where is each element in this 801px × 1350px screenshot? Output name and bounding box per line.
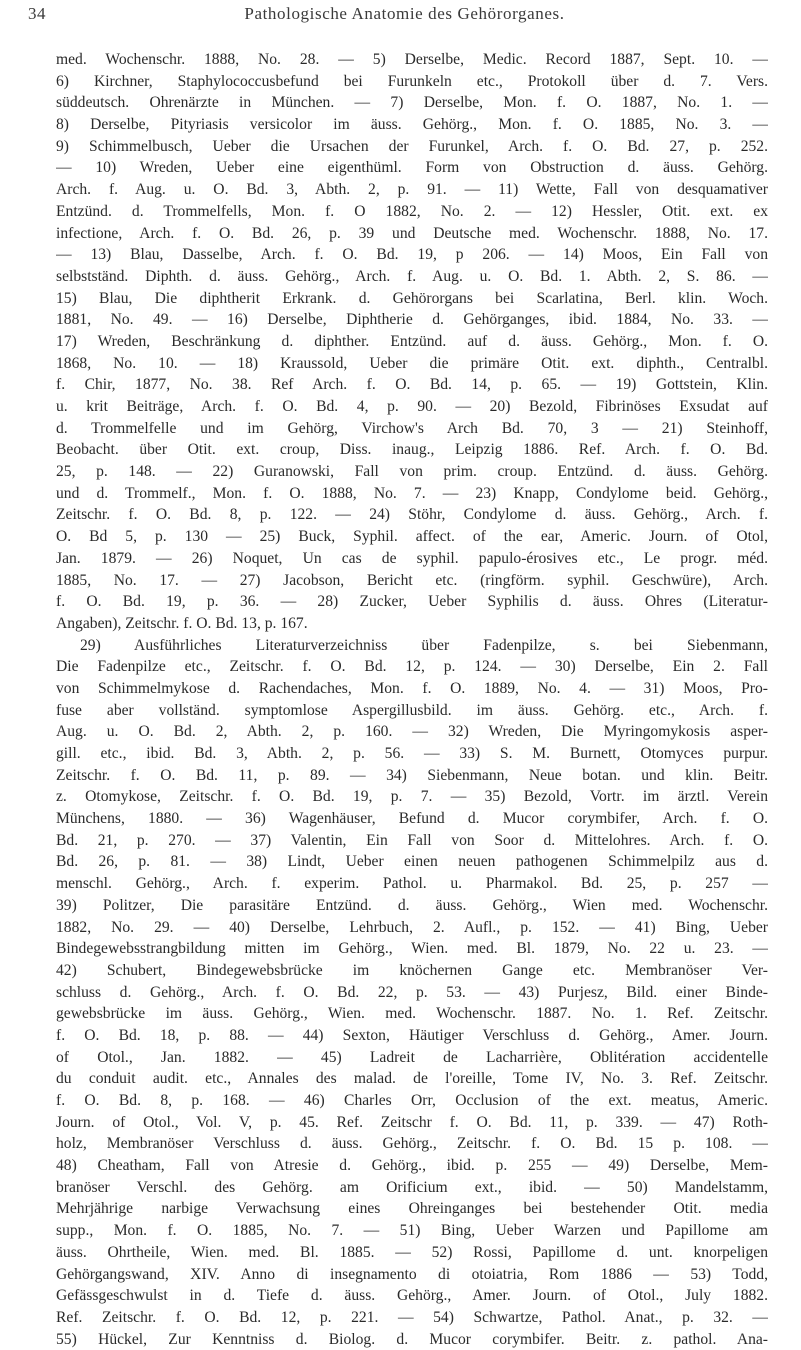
reference-line: — 10) Wreden, Ueber eine eigenthüml. Form von Obstruction d. äuss. Gehörg.	[56, 159, 768, 177]
reference-line: Bd. 26, p. 81. — 38) Lindt, Ueber einen neuen pathogenen Schimmelpilz aus d.	[56, 853, 768, 871]
page-header	[28, 4, 781, 28]
reference-line: — 13) Blau, Dasselbe, Arch. f. O. Bd. 19, p 206. — 14) Moos, Ein Fall von	[56, 246, 768, 264]
reference-line: med. Wochenschr. 1888, No. 28. — 5) Derselbe, Medic. Record 1887, Sept. 10. —	[56, 51, 768, 68]
reference-line: of Otol., Jan. 1882. — 45) Ladreit de Lacharrière, Oblitération accidentelle	[56, 1048, 768, 1066]
reference-line: Beobacht. über Otit. ext. croup, Diss. inaug., Leipzig 1886. Ref. Arch. f. O. Bd.	[56, 441, 768, 459]
reference-line: selbstständ. Diphth. d. äuss. Gehörg., Arch. f. Aug. u. O. Bd. 1. Abth. 2, S. 86. —	[56, 267, 768, 285]
reference-line: f. O. Bd. 18, p. 88. — 44) Sexton, Häutiger Verschluss d. Gehörg., Amer. Journ.	[56, 1026, 768, 1044]
reference-line: Die Fadenpilze etc., Zeitschr. f. O. Bd. 12, p. 124. — 30) Derselbe, Ein 2. Fall	[56, 658, 768, 676]
references-body	[56, 49, 768, 1350]
reference-line: 15) Blau, Die diphtherit Erkrank. d. Gehörorgans bei Scarlatina, Berl. klin. Woch.	[56, 289, 768, 307]
page-number: 34	[28, 4, 46, 23]
reference-line: Aug. u. O. Bd. 2, Abth. 2, p. 160. — 32) Wreden, Die Myringomykosis asper-	[56, 723, 768, 741]
reference-line: 8) Derselbe, Pityriasis versicolor im äuss. Gehörg., Mon. f. O. 1885, No. 3. —	[56, 116, 768, 134]
reference-line: und d. Trommelf., Mon. f. O. 1888, No. 7. — 23) Knapp, Condylome beid. Gehörg.,	[56, 484, 768, 502]
reference-line: menschl. Gehörg., Arch. f. experim. Pathol. u. Pharmakol. Bd. 25, p. 257 —	[56, 875, 768, 893]
reference-line: süddeutsch. Ohrenärzte in München. — 7) Derselbe, Mon. f. O. 1887, No. 1. —	[56, 94, 768, 112]
reference-line: infectione, Arch. f. O. Bd. 26, p. 39 und Deutsche med. Wochenschr. 1888, No. 17.	[56, 224, 768, 242]
reference-line: 42) Schubert, Bindegewebsbrücke im knöchernen Gange etc. Membranöser Ver-	[56, 961, 768, 979]
reference-line: Jan. 1879. — 26) Noquet, Un cas de syphil. papulo-érosives etc., Le progr. méd.	[56, 549, 768, 567]
reference-line: holz, Membranöser Verschluss d. äuss. Gehörg., Zeitschr. f. O. Bd. 15 p. 108. —	[56, 1135, 768, 1153]
reference-line: 25, p. 148. — 22) Guranowski, Fall von prim. croup. Entzünd. d. äuss. Gehörg.	[56, 463, 768, 481]
reference-line: Münchens, 1880. — 36) Wagenhäuser, Befund d. Mucor corymbifer, Arch. f. O.	[56, 810, 768, 828]
reference-line: Zeitschr. f. O. Bd. 11, p. 89. — 34) Siebenmann, Neue botan. und klin. Beitr.	[56, 766, 768, 784]
reference-line: 17) Wreden, Beschränkung d. diphther. Entzünd. auf d. äuss. Gehörg., Mon. f. O.	[56, 332, 768, 350]
reference-line: Gefässgeschwulst in d. Tiefe d. äuss. Gehörg., Amer. Journ. of Otol., July 1882.	[56, 1287, 768, 1305]
reference-line: Mehrjährige narbige Verwachsung eines Ohreinganges bei bestehender Otit. media	[56, 1200, 768, 1218]
reference-line: branöser Verschl. des Gehörg. am Orificium ext., ibid. — 50) Mandelstamm,	[56, 1178, 768, 1196]
reference-line: supp., Mon. f. O. 1885, No. 7. — 51) Bing, Ueber Warzen und Papillome am	[56, 1222, 768, 1240]
reference-line: du conduit audit. etc., Annales des malad. de l'oreille, Tome IV, No. 3. Ref. Zeitschr.	[56, 1070, 768, 1088]
reference-line: f. Chir, 1877, No. 38. Ref Arch. f. O. Bd. 14, p. 65. — 19) Gottstein, Klin.	[56, 376, 768, 394]
reference-line: 1868, No. 10. — 18) Kraussold, Ueber die primäre Otit. ext. diphth., Centralbl.	[56, 354, 768, 372]
reference-line: 1882, No. 29. — 40) Derselbe, Lehrbuch, 2. Aufl., p. 152. — 41) Bing, Ueber	[56, 918, 768, 936]
reference-line: Zeitschr. f. O. Bd. 8, p. 122. — 24) Stöhr, Condylome d. äuss. Gehörg., Arch. f.	[56, 506, 768, 524]
reference-line: äuss. Ohrtheile, Wien. med. Bl. 1885. — 52) Rossi, Papillome d. unt. knorpeligen	[56, 1243, 768, 1261]
reference-line: schluss d. Gehörg., Arch. f. O. Bd. 22, p. 53. — 43) Purjesz, Bild. einer Binde-	[56, 983, 768, 1001]
reference-line: 29) Ausführliches Literaturverzeichniss über Fadenpilze, s. bei Siebenmann,	[80, 636, 768, 654]
reference-line: z. Otomykose, Zeitschr. f. O. Bd. 19, p. 7. — 35) Bezold, Vortr. im ärztl. Verein	[56, 788, 768, 806]
reference-line: Entzünd. d. Trommelfells, Mon. f. O 1882, No. 2. — 12) Hessler, Otit. ext. ex	[56, 202, 768, 220]
reference-line: f. O. Bd. 8, p. 168. — 46) Charles Orr, Occlusion of the ext. meatus, Americ.	[56, 1092, 768, 1109]
reference-line: 48) Cheatham, Fall von Atresie d. Gehörg., ibid. p. 255 — 49) Derselbe, Mem-	[56, 1157, 768, 1175]
reference-line: u. krit Beiträge, Arch. f. O. Bd. 4, p. 90. — 20) Bezold, Fibrinöses Exsudat auf	[56, 398, 768, 415]
reference-line: 39) Politzer, Die parasitäre Entzünd. d. äuss. Gehörg., Wien med. Wochenschr.	[56, 896, 768, 914]
running-title: Pathologische Anatomie des Gehörorganes.	[244, 4, 565, 23]
reference-line: Arch. f. Aug. u. O. Bd. 3, Abth. 2, p. 91. — 11) Wette, Fall von desquamativer	[56, 181, 768, 199]
reference-line: von Schimmelmykose d. Rachendaches, Mon. f. O. 1889, No. 4. — 31) Moos, Pro-	[56, 679, 768, 697]
reference-line: 1885, No. 17. — 27) Jacobson, Bericht etc. (ringförm. syphil. Geschwüre), Arch.	[56, 571, 768, 589]
reference-line: 9) Schimmelbusch, Ueber die Ursachen der Furunkel, Arch. f. O. Bd. 27, p. 252.	[56, 137, 768, 155]
reference-line: 55) Hückel, Zur Kenntniss d. Biolog. d. Mucor corymbifer. Beitr. z. pathol. Ana-	[56, 1330, 768, 1348]
reference-line: Angaben), Zeitschr. f. O. Bd. 13, p. 167.	[56, 614, 308, 632]
reference-line: Bindegewebsstrangbildung mitten im Gehörg., Wien. med. Bl. 1879, No. 22 u. 23. —	[56, 940, 768, 958]
reference-line: 6) Kirchner, Staphylococcusbefund bei Furunkeln etc., Protokoll über d. 7. Vers.	[56, 72, 768, 90]
reference-line: Journ. of Otol., Vol. V, p. 45. Ref. Zeitschr f. O. Bd. 11, p. 339. — 47) Roth-	[56, 1113, 768, 1131]
reference-line: gewebsbrücke im äuss. Gehörg., Wien. med. Wochenschr. 1887. No. 1. Ref. Zeitschr.	[56, 1005, 768, 1023]
reference-line: Bd. 21, p. 270. — 37) Valentin, Ein Fall von Soor d. Mittelohres. Arch. f. O.	[56, 831, 768, 849]
reference-line: gill. etc., ibid. Bd. 3, Abth. 2, p. 56. — 33) S. M. Burnett, Otomyces purpur.	[56, 745, 768, 762]
reference-line: 1881, No. 49. — 16) Derselbe, Diphtherie d. Gehörganges, ibid. 1884, No. 33. —	[56, 311, 768, 329]
reference-line: O. Bd 5, p. 130 — 25) Buck, Syphil. affect. of the ear, Americ. Journ. of Otol,	[56, 528, 768, 546]
reference-line: fuse aber vollständ. symptomlose Aspergillusbild. im äuss. Gehörg. etc., Arch. f.	[56, 701, 768, 719]
reference-line: f. O. Bd. 19, p. 36. — 28) Zucker, Ueber Syphilis d. äuss. Ohres (Literatur-	[56, 593, 768, 611]
reference-line: Gehörgangswand, XIV. Anno di insegnamento di otoiatria, Rom 1886 — 53) Todd,	[56, 1265, 768, 1283]
reference-line: Ref. Zeitschr. f. O. Bd. 12, p. 221. — 54) Schwartze, Pathol. Anat., p. 32. —	[56, 1308, 768, 1326]
reference-line: d. Trommelfelle und im Gehörg, Virchow's Arch Bd. 70, 3 — 21) Steinhoff,	[56, 419, 768, 437]
